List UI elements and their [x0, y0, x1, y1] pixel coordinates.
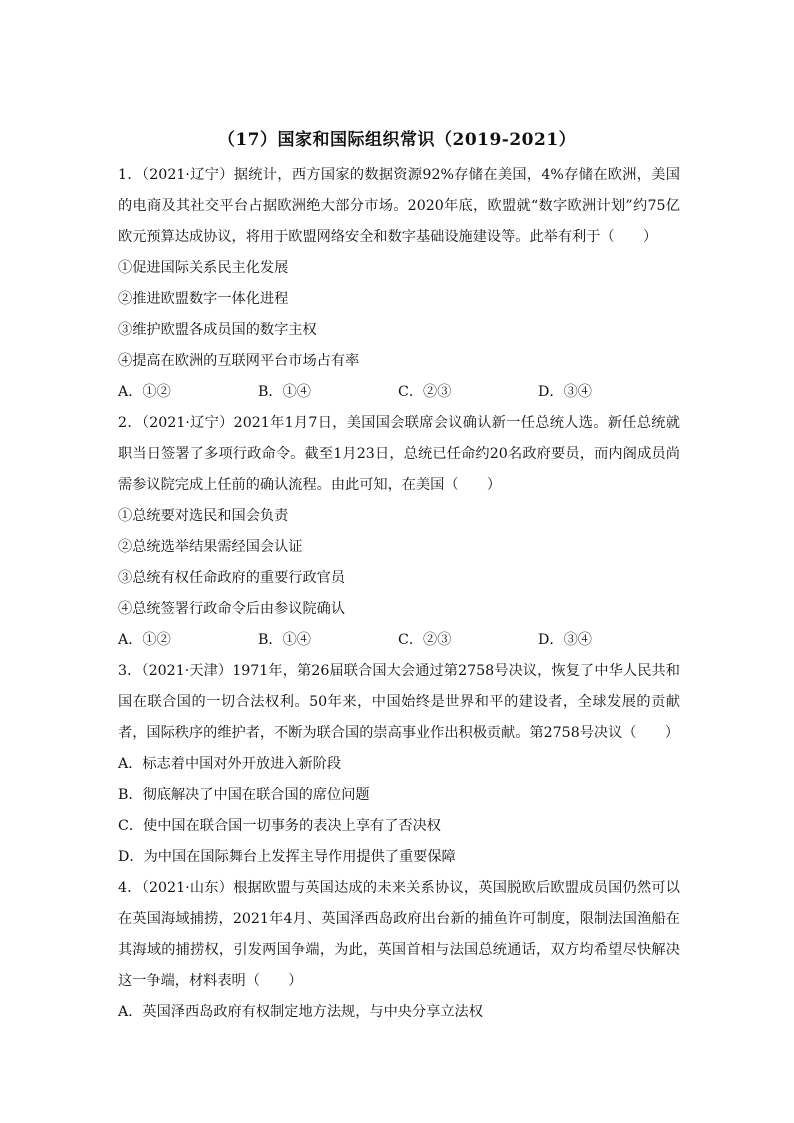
question-2-statement-3: ③总统有权任命政府的重要行政官员 [118, 570, 346, 586]
question-3-option-a: A．标志着中国对外开放进入新阶段 [118, 756, 342, 772]
question-1-statement-4: ④提高在欧洲的互联网平台市场占有率 [118, 353, 360, 369]
page-title: （17）国家和国际组织常识（2019-2021） [217, 130, 577, 150]
question-2-choice-c: C．②③ [398, 632, 452, 648]
question-2-stem: 2．（2021·辽宁）2021年1月7日，美国国会联席会议确认新一任总统人选。新任总统就职当日签署了多项行政命令。截至1月23日，总统已任命约20名政府要员，而内阁成员尚需参议院完成上任前的确认流程。由此可知，在美国（ ） [118, 415, 680, 493]
question-1-choices [118, 377, 680, 408]
question-2-choices [118, 625, 680, 656]
question-1-choice-d: D．③④ [538, 384, 592, 400]
question-2-choice-a: A．①② [118, 632, 171, 648]
question-1-statement-2: ②推进欧盟数字一体化进程 [118, 291, 289, 307]
question-1-choice-b: B．①④ [258, 384, 311, 400]
question-1-statement-3: ③维护欧盟各成员国的数字主权 [118, 322, 317, 338]
question-2-statement-1: ①总统要对选民和国会负责 [118, 508, 289, 524]
question-1-statement-1: ①促进国际关系民主化发展 [118, 260, 289, 276]
question-list [118, 160, 680, 1028]
question-1-choice-c: C．②③ [398, 384, 452, 400]
question-1-choice-a: A．①② [118, 384, 171, 400]
question-3-option-b: B．彻底解决了中国在联合国的席位问题 [118, 787, 370, 803]
question-2-statement-2: ②总统选举结果需经国会认证 [118, 539, 303, 555]
question-1-stem: 1．（2021·辽宁）据统计，西方国家的数据资源92%存储在美国，4%存储在欧洲，美国的电商及其社交平台占据欧洲绝大部分市场。2020年底，欧盟就“数字欧洲计划”约75亿欧元预算达成协议，将用于欧盟网络安全和数字基础设施建设等。此举有利于（ ） [118, 167, 680, 245]
question-2-choice-b: B．①④ [258, 632, 311, 648]
question-2-statement-4: ④总统签署行政命令后由参议院确认 [118, 601, 346, 617]
question-3-option-c: C．使中国在联合国一切事务的表决上享有了否决权 [118, 818, 441, 834]
question-2-choice-d: D．③④ [538, 632, 592, 648]
question-3-stem: 3．（2021·天津）1971年，第26届联合国大会通过第2758号决议，恢复了中华人民共和国在联合国的一切合法权利。50年来，中国始终是世界和平的建设者，全球发展的贡献者，国际秩序的维护者，不断为联合国的崇高事业作出积极贡献。第2758号决议（ ） [118, 663, 680, 741]
question-3-option-d: D．为中国在国际舞台上发挥主导作用提供了重要保障 [118, 849, 456, 865]
question-4-stem: 4．（2021·山东）根据欧盟与英国达成的未来关系协议，英国脱欧后欧盟成员国仍然可以在英国海域捕捞，2021年4月、英国泽西岛政府出台新的捕鱼许可制度，限制法国渔船在其海域的捕捞权，引发两国争端，为此，英国首相与法国总统通话，双方均希望尽快解决这一争端，材料表明（ ） [118, 880, 680, 989]
question-4-option-a: A．英国泽西岛政府有权制定地方法规，与中央分享立法权 [118, 1004, 483, 1020]
